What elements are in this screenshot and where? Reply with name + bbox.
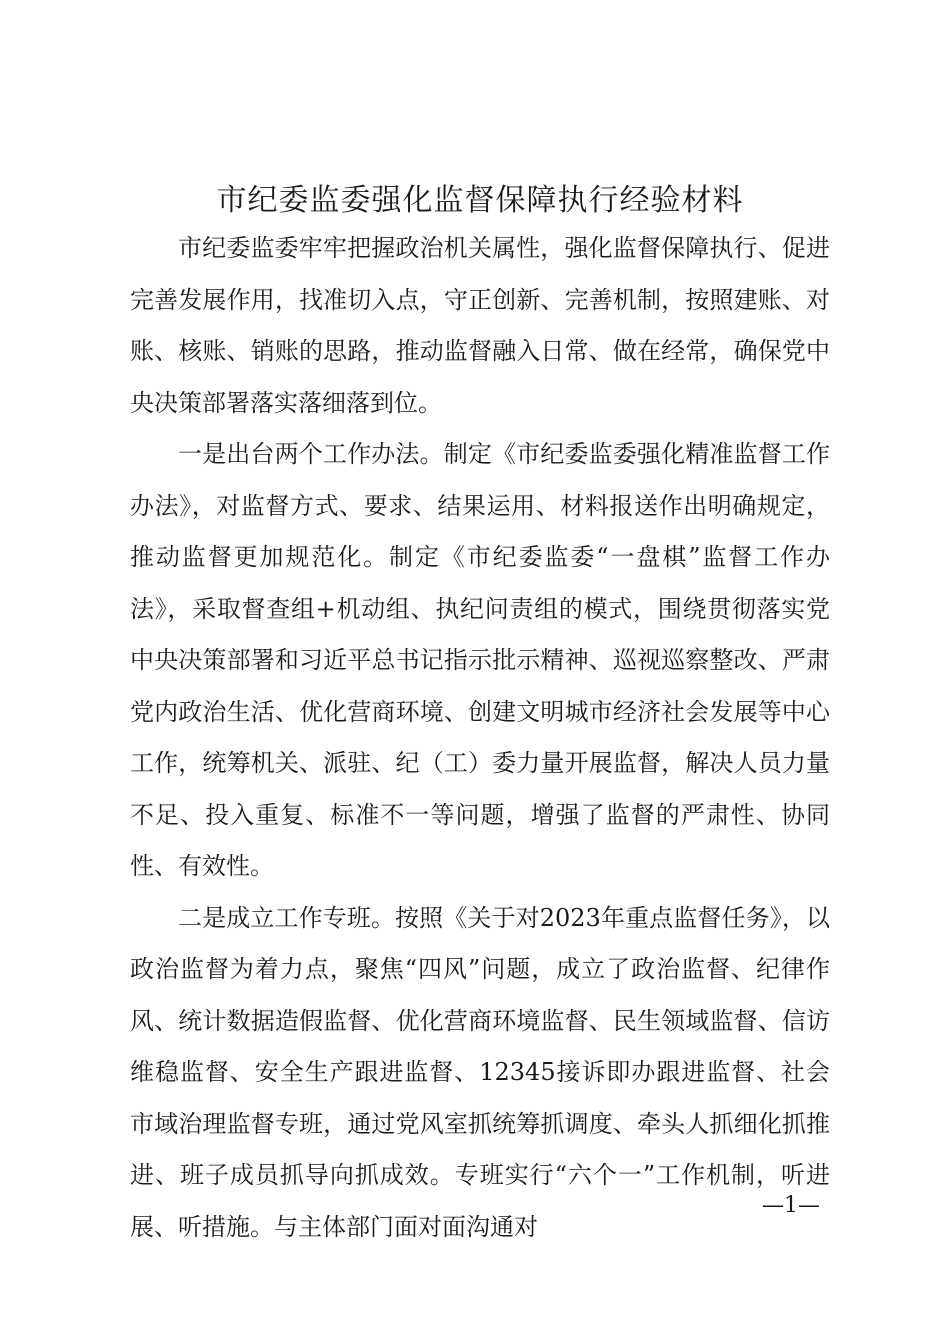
paragraph-task-force: 二是成立工作专班。按照《关于对2023年重点监督任务》，以政治监督为着力点，聚焦“四风”问题，成立了政治监督、纪律作风、统计数据造假监督、优化营商环境监督、民生领域监督、信访维稳监督、安全生产跟进监督、12345接诉即办跟进监督、社会市域治理监督专班，通过党风室抓统筹抓调度、牵头人抓细化抓推进、班子成员抓导向抓成效。专班实行“六个一”工作机制，听进展、听措施。与主体部门面对面沟通对 [130,903,830,1241]
page-number: —1— [762,1193,820,1218]
document-title: 市纪委监委强化监督保障执行经验材料 [216,183,744,218]
paragraph-work-methods: 一是出台两个工作办法。制定《市纪委监委强化精准监督工作办法》，对监督方式、要求、结果运用、材料报送作出明确规定，推动监督更加规范化。制定《市纪委监委“一盘棋”监督工作办法》，采取督查组+机动组、执纪问责组的模式，围绕贯彻落实党中央决策部署和习近平总书记指示批示精神、巡视巡察整改、严肃党内政治生活、优化营商环境、创建文明城市经济社会发展等中心工作，统筹机关、派驻、纪（工）委力量开展监督，解决人员力量不足、投入重复、标准不一等问题，增强了监督的严肃性、协同性、有效性。 [130,440,830,880]
document-body [130,223,830,1253]
paragraph-intro: 市纪委监委牢牢把握政治机关属性，强化监督保障执行、促进完善发展作用，找准切入点，守正创新、完善机制，按照建账、对账、核账、销账的思路，推动监督融入日常、做在经常，确保党中央决策部署落实落细落到位。 [130,234,830,417]
